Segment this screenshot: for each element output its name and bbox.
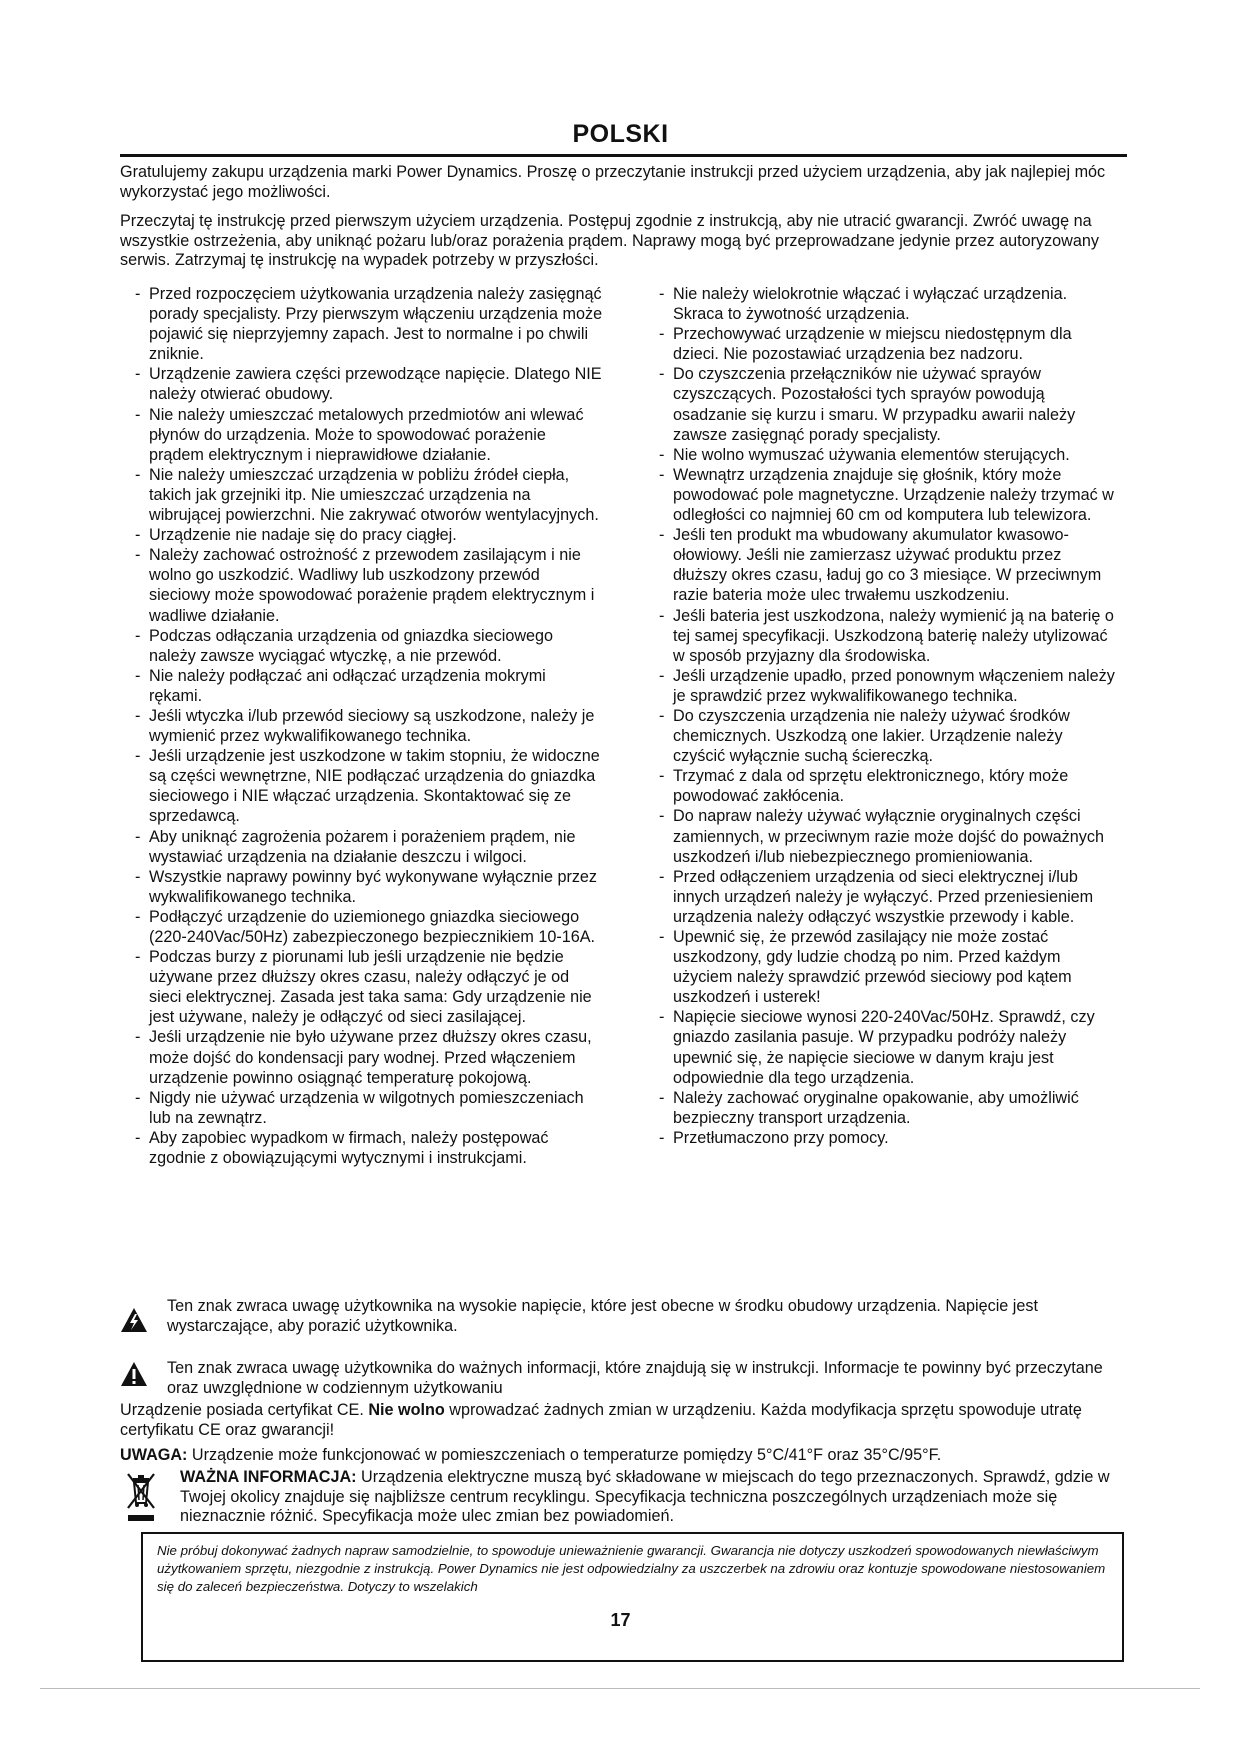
- list-item: - Jeśli urządzenie jest uszkodzone w takim stopniu, że widoczne są części wewnętrzne, NIE podłączać urządzenia do gniazdka sieciowego i NIE włączać urządzenia. Skontaktować się ze sprzedawcą.: [133, 746, 603, 826]
- intro-paragraph-2: Przeczytaj tę instrukcję przed pierwszym użyciem urządzenia. Postępuj zgodnie z instrukcją, aby nie utracić gwarancji. Zwróć uwagę na wszystkie ostrzeżenia, aby uniknąć pożaru lub/oraz porażenia prądem. Naprawy mogą być przeprowadzane jedynie przez autoryzowany serwis. Zatrzymaj tę instrukcję na wypadek potrzeby w przyszłości.: [120, 212, 1099, 269]
- list-item: - Aby uniknąć zagrożenia pożarem i porażeniem prądem, nie wystawiać urządzenia na działanie deszczu i wilgoci.: [133, 827, 603, 867]
- page-title: POLSKI: [572, 120, 669, 148]
- info-warning-text: Ten znak zwraca uwagę użytkownika do ważnych informacji, które znajdują się w instrukcji. Informacje te powinny być przeczytane oraz uwzględnione w codziennym użytkowaniu: [167, 1359, 1103, 1397]
- uwaga-label: UWAGA:: [120, 1446, 188, 1464]
- ce-text-start: Urządzenie posiada certyfikat CE.: [120, 1401, 369, 1419]
- list-item: - Wszystkie naprawy powinny być wykonywane wyłącznie przez wykwalifikowanego technika.: [133, 867, 603, 907]
- list-item: - Trzymać z dala od sprzętu elektronicznego, który może powodować zakłócenia.: [657, 766, 1119, 806]
- high-voltage-warning-icon: [120, 1307, 148, 1333]
- bottom-divider: [40, 1688, 1200, 1689]
- list-item: - Do czyszczenia urządzenia nie należy używać środków chemicznych. Uszkodzą one lakier. Urządzenie należy czyścić wyłącznie suchą ściereczką.: [657, 706, 1119, 766]
- list-item: - Nie należy wielokrotnie włączać i wyłączać urządzenia. Skraca to żywotność urządzenia.: [657, 284, 1119, 324]
- voltage-warning-text: Ten znak zwraca uwagę użytkownika na wysokie napięcie, które jest obecne w środku obudowy urządzenia. Napięcie jest wystarczające, aby porazić użytkownika.: [167, 1297, 1038, 1335]
- list-item: - Nie należy umieszczać metalowych przedmiotów ani wlewać płynów do urządzenia. Może to spowodować porażenie prądem elektrycznym i nieprawidłowe działanie.: [133, 405, 603, 465]
- list-item: - Upewnić się, że przewód zasilający nie może zostać uszkodzony, gdy ludzie chodzą po nim. Przed każdym użyciem należy sprawdzić przewód sieciowy pod kątem uszkodzeń i usterek!: [657, 927, 1119, 1007]
- list-item: - Do napraw należy używać wyłącznie oryginalnych części zamiennych, w przeciwnym razie może dojść do poważnych uszkodzeń i/lub niebezpiecznego promieniowania.: [657, 806, 1119, 866]
- important-text: Urządzenia elektryczne muszą być składowane w miejscach do tego przeznaczonych. Sprawdź, gdzie w Twojej okolicy znajduje się najbliższe centrum recyklingu. Specyfikacja techniczna poszczególnych urządzeniach może się nieznacznie różnić. Specyfikacja może ulec zmian bez powiadomień.: [180, 1468, 1110, 1525]
- list-item: - Nie wolno wymuszać używania elementów sterujących.: [657, 445, 1119, 465]
- warranty-notice-box: Nie próbuj dokonywać żadnych napraw samodzielnie, to spowoduje unieważnienie gwarancji. Gwarancja nie dotyczy uszkodzeń spowodowanych niewłaściwym użytkowaniem sprzętu, niezgodnie z instrukcją. Power Dynamics nie jest odpowiedzialny za uszczerbek na zdrowiu oraz kontuzje spowodowane niestosowaniem się do zaleceń bezpieczeństwa. Dotyczy to wszelakich: [141, 1532, 1124, 1662]
- list-item: - Aby zapobiec wypadkom w firmach, należy postępować zgodnie z obowiązującymi wytycznymi i instrukcjami.: [133, 1128, 603, 1168]
- list-item: - Przechowywać urządzenie w miejscu niedostępnym dla dzieci. Nie pozostawiać urządzenia bez nadzoru.: [657, 324, 1119, 364]
- list-item: - Należy zachować ostrożność z przewodem zasilającym i nie wolno go uszkodzić. Wadliwy lub uszkodzony przewód sieciowy może spowodować porażenie prądem elektrycznym i wadliwe działanie.: [133, 545, 603, 625]
- list-item: - Do czyszczenia przełączników nie używać sprayów czyszczących. Pozostałości tych sprayów powodują osadzanie się kurzu i smaru. W przypadku awarii należy zawsze zasięgnąć porady specjalisty.: [657, 364, 1119, 444]
- list-item: - Nigdy nie używać urządzenia w wilgotnych pomieszczeniach lub na zewnątrz.: [133, 1088, 603, 1128]
- list-item: - Podczas burzy z piorunami lub jeśli urządzenie nie będzie używane przez dłuższy okres czasu, należy odłączyć je od sieci elektrycznej. Zasada jest taka sama: Gdy urządzenie nie jest używane, należy je odłączyć od sieci zasilającej.: [133, 947, 603, 1027]
- important-label: WAŻNA INFORMACJA:: [180, 1468, 357, 1486]
- list-item: - Nie należy umieszczać urządzenia w pobliżu źródeł ciepła, takich jak grzejniki itp. Nie umieszczać urządzenia na wibrującej powierzchni. Nie zakrywać otworów wentylacyjnych.: [133, 465, 603, 525]
- list-item: - Jeśli wtyczka i/lub przewód sieciowy są uszkodzone, należy je wymienić przez wykwalifikowanego technika.: [133, 706, 603, 746]
- list-item: - Urządzenie nie nadaje się do pracy ciągłej.: [133, 525, 603, 545]
- ce-text-end: wprowadzać żadnych zmian w urządzeniu. Każda modyfikacja sprzętu spowoduje utratę certyfikatu CE oraz gwarancji!: [120, 1401, 1082, 1439]
- list-item: - Jeśli urządzenie upadło, przed ponownym włączeniem należy je sprawdzić przez wykwalifikowanego technika.: [657, 666, 1119, 706]
- title-rule: [120, 154, 1127, 157]
- intro-paragraph-1: Gratulujemy zakupu urządzenia marki Power Dynamics. Proszę o przeczytanie instrukcji przed użyciem urządzenia, aby jak najlepiej móc wykorzystać jego możliwości.: [120, 163, 1106, 201]
- list-item: - Przed rozpoczęciem użytkowania urządzenia należy zasięgnąć porady specjalisty. Przy pierwszym włączeniu urządzenia może pojawić się nieprzyjemny zapach. Jest to normalne i po chwili zniknie.: [133, 284, 603, 364]
- list-item: - Nie należy podłączać ani odłączać urządzenia mokrymi rękami.: [133, 666, 603, 706]
- list-item: - Napięcie sieciowe wynosi 220-240Vac/50Hz. Sprawdź, czy gniazdo zasilania pasuje. W przypadku podróży należy upewnić się, że napięcie sieciowe w danym kraju jest odpowiednie dla tego urządzenia.: [657, 1007, 1119, 1087]
- list-item: - Podłączyć urządzenie do uziemionego gniazdka sieciowego (220-240Vac/50Hz) zabezpieczonego bezpiecznikiem 10-16A.: [133, 907, 603, 947]
- ce-bold: Nie wolno: [368, 1401, 445, 1419]
- page-number: 17: [610, 1610, 631, 1630]
- list-item: - Jeśli bateria jest uszkodzona, należy wymienić ją na baterię o tej samej specyfikacji. Uszkodzoną baterię należy utylizować w sposób przyjazny dla środowiska.: [657, 606, 1119, 666]
- list-item: - Przetłumaczono przy pomocy.: [657, 1128, 1119, 1148]
- uwaga-paragraph: [120, 1446, 1125, 1466]
- ce-paragraph: [120, 1401, 1125, 1440]
- list-item: - Należy zachować oryginalne opakowanie, aby umożliwić bezpieczny transport urządzenia.: [657, 1088, 1119, 1128]
- list-item: - Przed odłączeniem urządzenia od sieci elektrycznej i/lub innych urządzeń należy je wyłączyć. Przed przeniesieniem urządzenia należy odłączyć wszystkie przewody i kable.: [657, 867, 1119, 927]
- list-item: - Urządzenie zawiera części przewodzące napięcie. Dlatego NIE należy otwierać obudowy.: [133, 364, 603, 404]
- safety-list-left: [133, 284, 603, 1168]
- recycling-text: [180, 1468, 1130, 1527]
- weee-bin-icon: [125, 1470, 157, 1526]
- uwaga-text: Urządzenie może funkcjonować w pomieszczeniach o temperaturze pomiędzy 5°C/41°F oraz 35°C/95°F.: [187, 1446, 942, 1464]
- safety-list-right: [657, 284, 1119, 1148]
- list-item: - Jeśli urządzenie nie było używane przez dłuższy okres czasu, może dojść do kondensacji pary wodnej. Przed włączeniem urządzenie powinno osiągnąć temperaturę pokojową.: [133, 1027, 603, 1087]
- list-item: - Podczas odłączania urządzenia od gniazdka sieciowego należy zawsze wyciągać wtyczkę, a nie przewód.: [133, 626, 603, 666]
- exclamation-warning-icon: [120, 1361, 148, 1387]
- list-item: - Jeśli ten produkt ma wbudowany akumulator kwasowo-ołowiowy. Jeśli nie zamierzasz używać produktu przez dłuższy okres czasu, ładuj go co 3 miesiące. W przeciwnym razie bateria może ulec trwałemu uszkodzeniu.: [657, 525, 1119, 605]
- list-item: - Wewnątrz urządzenia znajduje się głośnik, który może powodować pole magnetyczne. Urządzenie należy trzymać w odległości co najmniej 60 cm od komputera lub telewizora.: [657, 465, 1119, 525]
